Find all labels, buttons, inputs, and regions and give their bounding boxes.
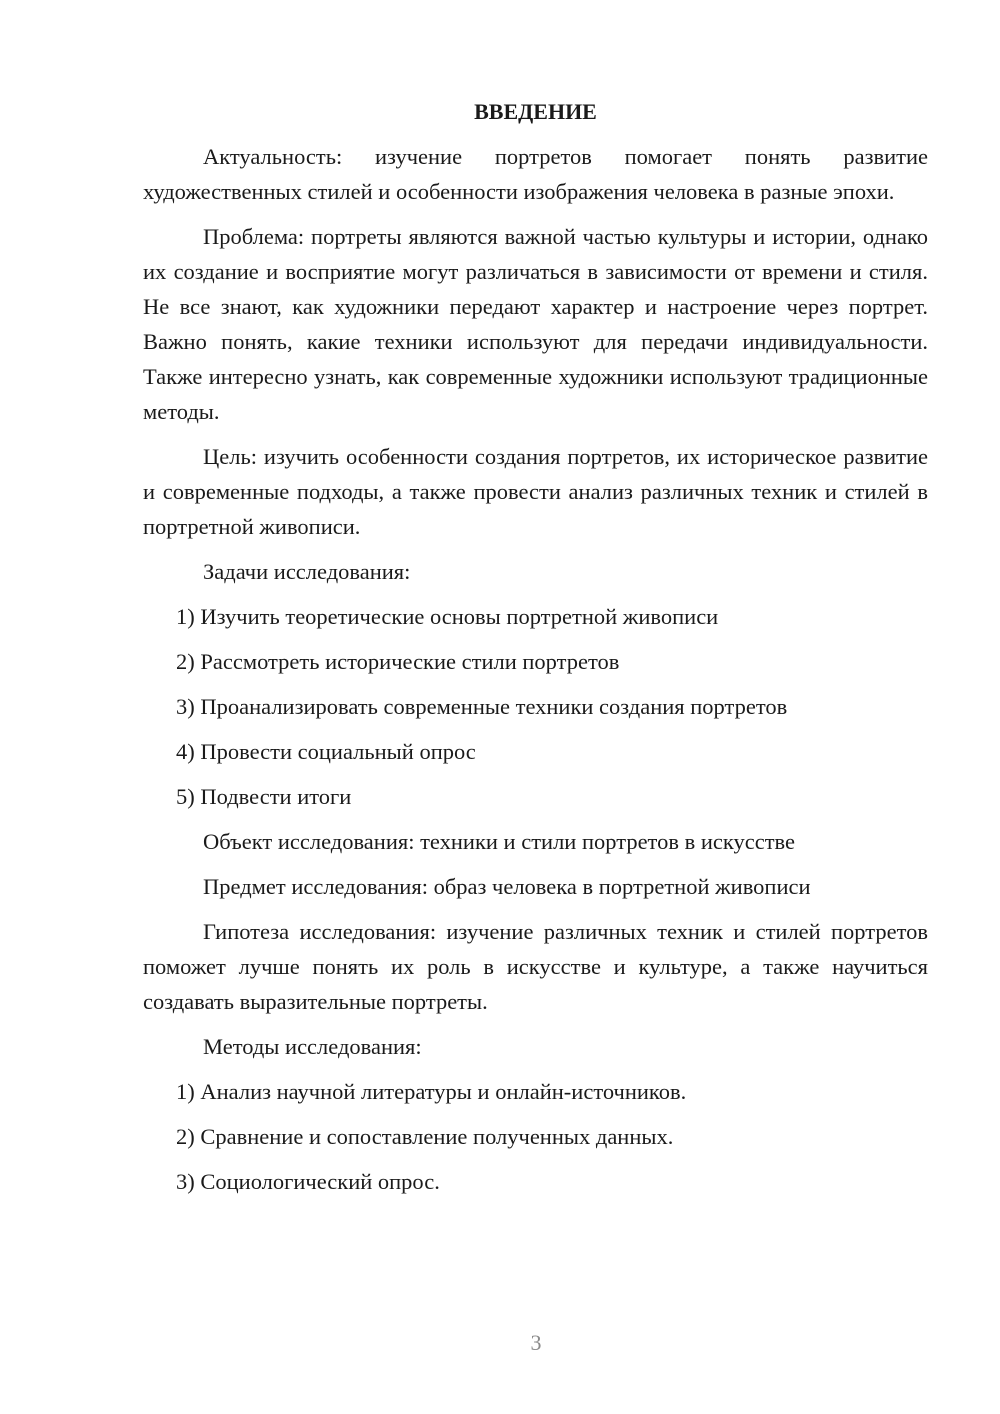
method-item: 3) Социологический опрос. xyxy=(176,1169,440,1194)
relevance-paragraph: Актуальность: изучение портретов помогает понять развитие художественных стилей и особенности изображения человека в разные эпохи. xyxy=(143,144,928,204)
page-content xyxy=(143,94,928,1209)
page-title: ВВЕДЕНИЕ xyxy=(474,99,597,124)
task-item: 5) Подвести итоги xyxy=(176,784,352,809)
page-number: 3 xyxy=(530,1330,542,1355)
task-item: 1) Изучить теоретические основы портретной живописи xyxy=(176,604,719,629)
problem-paragraph: Проблема: портреты являются важной частью культуры и истории, однако их создание и восприятие могут различаться в зависимости от времени и стиля. Не все знают, как художники передают характер и настроение через портрет. Важно понять, какие техники используют для передачи индивидуальности. Также интересно узнать, как современные художники используют традиционные методы. xyxy=(143,224,928,424)
methods-heading: Методы исследования: xyxy=(203,1034,422,1059)
method-item: 2) Сравнение и сопоставление полученных данных. xyxy=(176,1124,674,1149)
tasks-heading: Задачи исследования: xyxy=(203,559,411,584)
hypothesis-paragraph: Гипотеза исследования: изучение различных техник и стилей портретов поможет лучше понять их роль в искусстве и культуре, а также научиться создавать выразительные портреты. xyxy=(143,919,928,1014)
task-item: 3) Проанализировать современные техники создания портретов xyxy=(176,694,788,719)
research-object: Объект исследования: техники и стили портретов в искусстве xyxy=(203,829,796,854)
goal-paragraph: Цель: изучить особенности создания портретов, их историческое развитие и современные подходы, а также провести анализ различных техник и стилей в портретной живописи. xyxy=(143,444,928,539)
research-subject: Предмет исследования: образ человека в портретной живописи xyxy=(203,874,811,899)
method-item: 1) Анализ научной литературы и онлайн-источников. xyxy=(176,1079,687,1104)
task-item: 4) Провести социальный опрос xyxy=(176,739,476,764)
task-item: 2) Рассмотреть исторические стили портретов xyxy=(176,649,620,674)
